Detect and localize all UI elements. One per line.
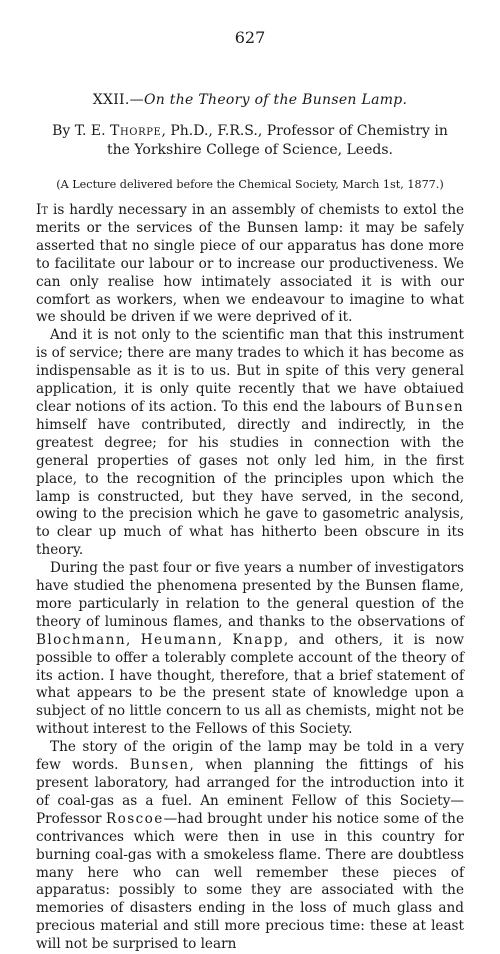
paragraph-text: The story of the origin of the lamp may be told in a very few words. — [36, 739, 464, 774]
byline — [40, 122, 460, 160]
lecture-note: (A Lecture delivered before the Chemical Society, March 1st, 1877.) — [56, 178, 444, 191]
paragraph-text: During the past four or five years a number of investigators have studied the phenomena presented by the Bunsen flame, more particularly in relation to the general question of the theory of luminous flames, and thanks to the observations of — [36, 560, 464, 630]
paragraph-2 — [36, 327, 464, 560]
article-body — [36, 202, 464, 954]
person-name: Blochmann — [36, 631, 126, 648]
separator: , — [126, 631, 141, 648]
paragraph-text: , and others, it is now possible to offer a tolerably complete account of the theory of its action. I have thought, therefore, that a brief statement of what appears to be the present state of knowledge upon a subject of no little concern to us all as chemists, might not be without interest to the Fellows of this Society. — [36, 631, 464, 738]
paragraph-text: And it is not only to the scientific man that this instrument is of service; there are many trades to which it has become as indispensable as it is to us. But in spite of this very general application, it is only quite recently that we have obtaiued clear notions of its action. To this end the labours of — [36, 327, 464, 415]
author-name: Thorpe — [110, 123, 162, 139]
paragraph-4 — [36, 739, 464, 954]
page-number: 627 — [234, 28, 266, 47]
paragraph-text: is hardly necessary in an assembly of chemists to extol the merits or the services of the Bunsen lamp: it may be safely asserted that no single piece of our apparatus has done more to facilitate our labour or to increase our productiveness. We can only realise how intimately associated it is with our comfort as workers, when we endeavour to imagine to what we should be driven if we were deprived of it. — [36, 202, 464, 326]
person-name: Bunsen — [404, 398, 464, 415]
person-name: Bunsen — [129, 757, 190, 774]
author-affiliation: , Ph.D., F.R.S., Professor of Chemistry in the Yorkshire College of Science, Leeds. — [107, 123, 448, 158]
article-number: XXII.— — [92, 92, 144, 108]
paragraph-3 — [36, 560, 464, 739]
person-name: Knapp — [232, 631, 284, 648]
paragraph-1 — [36, 202, 464, 327]
person-name: Roscoe — [106, 810, 164, 827]
article-title — [0, 92, 500, 108]
paragraph-text: , when planning the fittings of his present laboratory, had arranged for the introduction into it of coal-gas as a fuel. An eminent Fellow of this Society—Professor — [36, 757, 464, 827]
separator: , — [217, 631, 233, 648]
person-name: Heumann — [140, 631, 218, 648]
byline-prefix: By T. E. — [52, 123, 111, 139]
paragraph-text: —had brought under his notice some of the contrivances which were then in use in this country for burning coal-gas with a smokeless flame. There are doubtless many here who can well remember these pieces of apparatus: possibly to some they are associated with the memories of disasters ending in the loss of much glass and precious material and still more precious time: these at least will not be surprised to learn — [36, 810, 464, 953]
paragraph-text: himself have contributed, directly and indirectly, in the greatest degree; for his studies in connection with the general properties of gases not only led him, in the first place, to the recognition of the principles upon which the lamp is constructed, but they have served, in the second, owing to the precision which he gave to gasometric analysis, to clear up much of what has hitherto been obscure in its theory. — [36, 416, 464, 559]
paragraph-lead-word: It — [36, 202, 49, 218]
article-title-text: On the Theory of the Bunsen Lamp. — [143, 92, 408, 108]
